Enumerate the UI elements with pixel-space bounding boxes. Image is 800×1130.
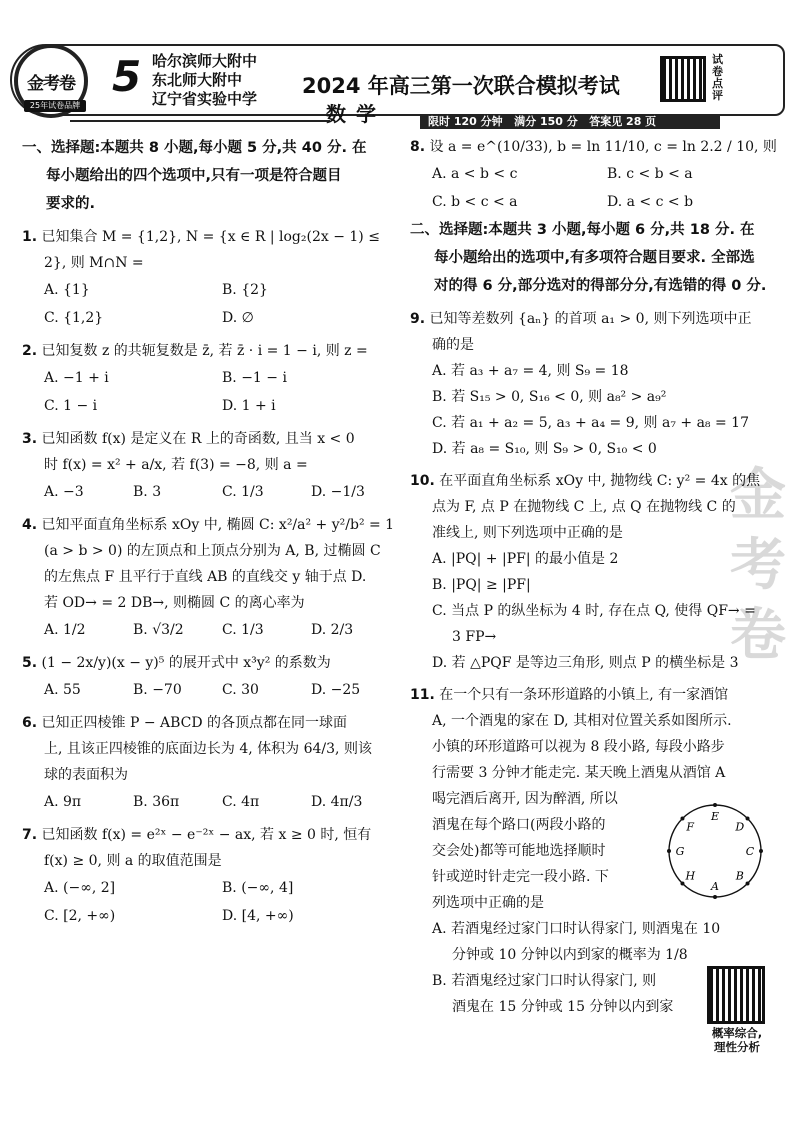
question-text: 列选项中正确的是 — [432, 895, 544, 911]
question-text: 确的是 — [432, 337, 474, 353]
ring-label-d: D — [735, 820, 745, 834]
question-text: 已知函数 f(x) = e²ˣ − e⁻²ˣ − ax, 若 x ≥ 0 时, 恒有 — [41, 827, 372, 843]
option-d[interactable]: D. 1 + i — [222, 398, 276, 414]
question-text: 在平面直角坐标系 xOy 中, 抛物线 C: y² = 4x 的焦 — [439, 473, 761, 489]
question-9 — [410, 306, 782, 462]
option-c-continued: 3 FP→ — [452, 629, 497, 645]
question-text: 上, 且该正四棱锥的底面边长为 4, 体积为 64/3, 则该 — [44, 741, 372, 757]
question-text: 交会处)都等可能地选择顺时 — [432, 843, 606, 859]
exam-info: 限时 120 分钟 满分 150 分 答案见 28 页 — [420, 114, 720, 129]
option-a[interactable]: A. −3 — [44, 484, 84, 500]
question-text: A, 一个酒鬼的家在 D, 其相对位置关系如图所示. — [432, 713, 732, 729]
question-text: 小镇的环形道路可以视为 8 段小路, 每段小路步 — [432, 739, 725, 755]
ring-label-b: B — [735, 869, 744, 883]
option-c[interactable]: C. {1,2} — [44, 310, 104, 326]
watermark — [730, 460, 790, 670]
option-b[interactable]: B. −1 − i — [222, 370, 287, 386]
question-1 — [22, 224, 400, 332]
ring-point-a — [713, 895, 717, 899]
option-c[interactable]: C. 1/3 — [222, 484, 264, 500]
ring-point-e — [713, 803, 717, 807]
option-b[interactable]: B. 36π — [133, 794, 180, 810]
option-d[interactable]: D. −1/3 — [311, 484, 365, 500]
question-10 — [410, 468, 782, 676]
option-d[interactable]: D. a < c < b — [607, 194, 694, 210]
left-column — [22, 134, 400, 930]
option-b[interactable]: B. c < b < a — [607, 166, 693, 182]
option-b[interactable]: B. √3/2 — [133, 622, 184, 638]
section-heading-line: 每小题给出的四个选项中,只有一项是符合题目 — [46, 168, 342, 184]
question-6 — [22, 710, 400, 816]
qr-code-icon[interactable] — [707, 966, 765, 1024]
option-d[interactable]: D. ∅ — [222, 310, 254, 326]
option-list — [22, 788, 400, 816]
qr-label-line: 理性分析 — [714, 1040, 760, 1054]
section-heading-line: 对的得 6 分,部分选对的得部分分,有选错的得 0 分. — [434, 278, 767, 294]
question-text: 针或逆时针走完一段小路. 下 — [432, 869, 609, 885]
ring-points — [667, 803, 763, 899]
question-3 — [22, 426, 400, 506]
question-text: 的左焦点 F 且平行于直线 AB 的直线交 y 轴于点 D. — [44, 569, 367, 585]
question-text: f(x) ≥ 0, 则 a 的取值范围是 — [44, 853, 222, 869]
question-text: 点为 F, 点 P 在抛物线 C 上, 点 Q 在抛物线 C 的 — [432, 499, 736, 515]
qr-label — [697, 1026, 777, 1054]
subject-title: 数学 — [326, 102, 386, 126]
option-c[interactable]: C. b < c < a — [432, 194, 518, 210]
ring-label-c: C — [745, 845, 755, 858]
option-c[interactable]: C. 30 — [222, 682, 259, 698]
question-text: 时 f(x) = x² + a/x, 若 f(3) = −8, 则 a = — [44, 457, 308, 473]
divider — [70, 120, 330, 122]
question-number: 11. — [410, 687, 435, 703]
option-a[interactable]: A. −1 + i — [44, 370, 109, 386]
qr-label: 试卷点评 — [712, 53, 723, 102]
question-2 — [22, 338, 400, 420]
option-b[interactable]: B. −70 — [133, 682, 182, 698]
option-a[interactable]: A. (−∞, 2] — [44, 880, 116, 896]
ring-point-g — [759, 849, 763, 853]
question-text: 已知等差数列 {aₙ} 的首项 a₁ > 0, 则下列选项中正 — [429, 311, 752, 327]
option-a[interactable]: A. 若酒鬼经过家门口时认得家门, 则酒鬼在 10 — [432, 921, 721, 937]
school-name: 哈尔滨师大附中 — [152, 52, 258, 70]
ring-road-diagram — [650, 795, 780, 907]
brand-logo — [14, 44, 88, 118]
question-text: 行需要 3 分钟才能走完. 某天晚上酒鬼从酒馆 A — [432, 765, 726, 781]
option-a[interactable]: A. 9π — [44, 794, 82, 810]
question-text: 已知平面直角坐标系 xOy 中, 椭圆 C: x²/a² + y²/b² = 1 — [41, 517, 395, 533]
question-text: 已知正四棱锥 P − ABCD 的各顶点都在同一球面 — [41, 715, 348, 731]
question-text: 已知复数 z 的共轭复数是 z̄, 若 z̄ · i = 1 − i, 则 z = — [41, 343, 368, 359]
question-number: 4. — [22, 517, 38, 533]
option-b[interactable]: B. 若 S₁₅ > 0, S₁₆ < 0, 则 a₈² > a₉² — [432, 389, 667, 405]
question-4 — [22, 512, 400, 644]
option-c[interactable]: C. [2, +∞) — [44, 908, 116, 924]
question-text: 已知集合 M = {1,2}, N = {x ∈ R | log₂(2x − 1) ≤ — [41, 229, 380, 245]
option-a[interactable]: A. 55 — [44, 682, 81, 698]
option-a[interactable]: A. 若 a₃ + a₇ = 4, 则 S₉ = 18 — [432, 363, 629, 379]
question-text: 设 a = e^(10/33), b = ln 11/10, c = ln 2.2 / 10, 则 — [429, 139, 777, 155]
option-d[interactable]: D. 4π/3 — [311, 794, 363, 810]
question-number: 8. — [410, 139, 426, 155]
watermark-char: 金 — [730, 462, 786, 528]
school-name: 东北师大附中 — [152, 71, 243, 89]
ring-point-f — [746, 816, 750, 820]
section-heading: 二、选择题:本题共 3 小题,每小题 6 分,共 18 分. 在 — [410, 222, 755, 238]
question-text: 若 OD→ = 2 DB→, 则椭圆 C 的离心率为 — [44, 595, 305, 611]
option-a[interactable]: A. |PQ| + |PF| 的最小值是 2 — [432, 551, 619, 567]
option-b[interactable]: B. |PQ| ≥ |PF| — [432, 577, 531, 593]
question-text: (a > b > 0) 的左顶点和上顶点分别为 A, B, 过椭圆 C — [44, 543, 381, 559]
question-number: 6. — [22, 715, 38, 731]
question-text: 酒鬼在每个路口(两段小路的 — [432, 817, 606, 833]
option-list — [22, 364, 400, 420]
question-text: 在一个只有一条环形道路的小镇上, 有一家酒馆 — [439, 687, 729, 703]
question-number: 1. — [22, 229, 38, 245]
option-list — [22, 676, 400, 704]
option-d[interactable]: D. −25 — [311, 682, 361, 698]
logo-band: 25年试卷品牌 — [24, 100, 86, 112]
watermark-char: 考 — [730, 532, 786, 598]
section-heading-line: 要求的. — [46, 196, 96, 212]
ring-point-b — [680, 882, 684, 886]
ring-label-e: E — [710, 810, 720, 823]
question-number: 2. — [22, 343, 38, 359]
option-d[interactable]: D. [4, +∞) — [222, 908, 294, 924]
option-c[interactable]: C. 若 a₁ + a₂ = 5, a₃ + a₄ = 9, 则 a₇ + a₈ = 17 — [432, 415, 749, 431]
ring-point-c — [667, 849, 671, 853]
ring-label-h: H — [685, 869, 696, 883]
ring-label-g: G — [675, 845, 685, 858]
option-b[interactable]: B. {2} — [222, 282, 268, 298]
question-8 — [410, 134, 782, 216]
option-c[interactable]: C. 当点 P 的纵坐标为 4 时, 存在点 Q, 使得 QF→ = — [432, 603, 756, 619]
question-text: 2}, 则 M∩N = — [44, 255, 144, 271]
watermark-char: 卷 — [730, 602, 786, 668]
option-c[interactable]: C. 4π — [222, 794, 260, 810]
option-d[interactable]: D. 2/3 — [311, 622, 354, 638]
option-list — [22, 874, 400, 930]
option-list — [22, 276, 400, 332]
section-heading-line: 每小题给出的选项中,有多项符合题目要求. 全部选 — [434, 250, 755, 266]
school-list — [152, 52, 257, 109]
question-text: 球的表面积为 — [44, 767, 128, 783]
question-text: 准线上, 则下列选项中正确的是 — [432, 525, 623, 541]
option-a[interactable]: A. {1} — [44, 282, 90, 298]
ring-point-d — [680, 816, 684, 820]
school-name: 辽宁省实验中学 — [152, 90, 258, 108]
ring-label-f: F — [686, 820, 695, 834]
option-b[interactable]: B. 若酒鬼经过家门口时认得家门, 则 — [432, 973, 657, 989]
option-d[interactable]: D. 若 a₈ = S₁₀, 则 S₉ > 0, S₁₀ < 0 — [432, 441, 657, 457]
question-5 — [22, 650, 400, 704]
question-number: 5. — [22, 655, 38, 671]
option-a-continued: 分钟或 10 分钟以内到家的概率为 1/8 — [452, 947, 688, 963]
option-a[interactable]: A. 1/2 — [44, 622, 86, 638]
question-number: 9. — [410, 311, 426, 327]
option-c[interactable]: C. 1 − i — [44, 398, 98, 414]
option-b[interactable]: B. 3 — [133, 484, 162, 500]
option-b-continued: 酒鬼在 15 分钟或 15 分钟以内到家 — [452, 999, 674, 1015]
ring-label-a: A — [711, 880, 719, 893]
question-number: 7. — [22, 827, 38, 843]
question-text: 已知函数 f(x) 是定义在 R 上的奇函数, 且当 x < 0 — [41, 431, 355, 447]
ring-point-h — [746, 882, 750, 886]
option-list — [22, 616, 400, 644]
option-b[interactable]: B. (−∞, 4] — [222, 880, 294, 896]
exam-title: 2024 年高三第一次联合模拟考试 — [302, 74, 620, 98]
logo-text: 金考卷 — [27, 73, 75, 94]
qr-code-icon[interactable] — [660, 56, 706, 102]
question-number: 10. — [410, 473, 435, 489]
question-text: 喝完酒后离开, 因为醉酒, 所以 — [432, 791, 618, 807]
option-list — [22, 478, 400, 506]
option-a[interactable]: A. a < b < c — [432, 166, 518, 182]
question-number: 3. — [22, 431, 38, 447]
question-7 — [22, 822, 400, 930]
qr-label-line: 概率综合, — [711, 1026, 763, 1040]
question-text: (1 − 2x/y)(x − y)⁵ 的展开式中 x³y² 的系数为 — [41, 655, 331, 671]
section-heading: 一、选择题:本题共 8 小题,每小题 5 分,共 40 分. 在 — [22, 140, 367, 156]
option-d[interactable]: D. 若 △PQF 是等边三角形, 则点 P 的横坐标是 3 — [432, 655, 739, 671]
paper-number: 5 — [112, 52, 142, 101]
option-c[interactable]: C. 1/3 — [222, 622, 264, 638]
option-list — [410, 160, 782, 216]
